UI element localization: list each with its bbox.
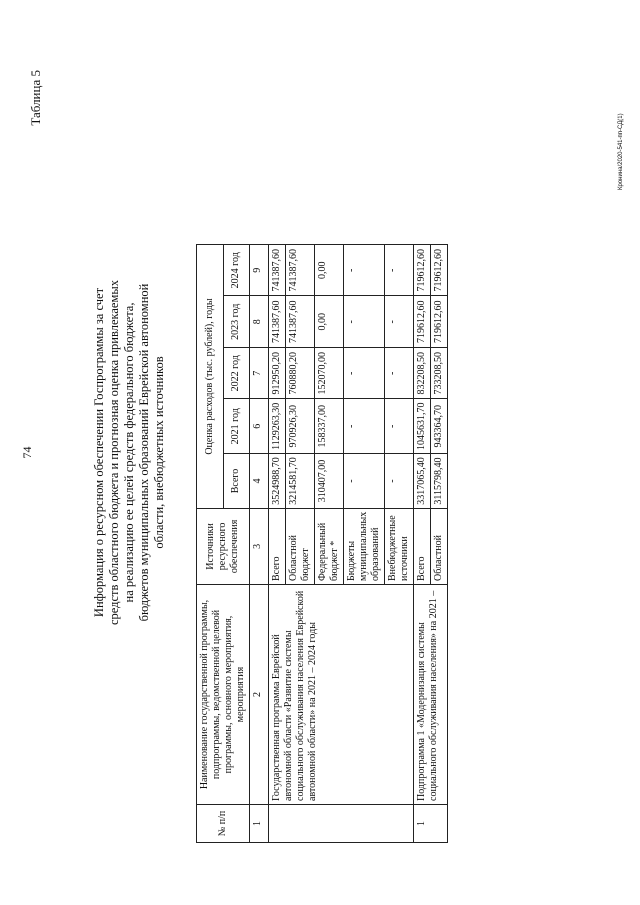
source-cell: Всего [269,508,286,584]
column-number: 7 [250,348,269,399]
value-cell: - [385,296,414,348]
source-cell: Областной [431,508,448,584]
column-number: 6 [250,399,269,454]
column-number: 8 [250,296,269,348]
title-line: области, внебюджетных источников [152,356,166,549]
column-number: 3 [250,508,269,584]
column-number: 2 [250,585,269,805]
resource-table [196,244,448,843]
value-cell: 3214581,70 [286,454,315,509]
source-cell: Всего [414,508,431,584]
value-cell: 912950,20 [269,348,286,399]
value-cell: 0,00 [315,296,344,348]
title-line: бюджетов муниципальных образований Еврейской автономной [137,283,151,622]
header-year: 2022 год [223,348,250,399]
value-cell: 741387,60 [269,296,286,348]
value-cell: 733208,50 [431,348,448,399]
source-cell: Внебюджетные источники [385,508,414,584]
value-cell: - [385,399,414,454]
document-title [92,140,167,765]
value-cell: - [344,454,385,509]
header-source: Источники ресурсного обеспечения [197,508,250,584]
title-line: средств областного бюджета и прогнозная оценка привлекаемых [107,279,121,626]
value-cell: - [344,296,385,348]
subprogram-no: 1 [414,805,448,843]
value-cell: 832208,50 [414,348,431,399]
header-estimate: Оценка расходов (тыс. рублей), годы [197,245,224,509]
table-row [414,245,431,843]
value-cell: 943364,70 [431,399,448,454]
page-number: 74 [20,446,34,459]
subprogram-name: Подпрограмма 1 «Модернизация системы социального обслуживания населения» на 2021 – [414,585,448,805]
value-cell: 152070,00 [315,348,344,399]
header-name: Наименование государственной программы, подпрограммы, ведомственной целевой программы, основного мероприятия, мероприятия [197,585,250,805]
header-year: 2024 год [223,245,250,296]
document-stamp: Кронина/2020-541-пп-СД(1) [618,113,624,190]
value-cell: 719612,60 [431,296,448,348]
value-cell: 3115798,40 [431,454,448,509]
header-row [197,245,224,843]
program-no [269,805,414,843]
table-label: Таблица 5 [28,70,43,126]
value-cell: 158337,00 [315,399,344,454]
header-total: Всего [223,454,250,509]
value-cell: - [344,348,385,399]
column-number-row [250,245,269,843]
title-line: Информация о ресурсном обеспечении Госпрограммы за счет [92,287,106,618]
resource-table-wrap [196,244,448,843]
value-cell: - [385,454,414,509]
header-year: 2023 год [223,296,250,348]
header-no: № п/п [197,805,250,843]
value-cell: 0,00 [315,245,344,296]
value-cell: 741387,60 [286,296,315,348]
program-name: Государственная программа Еврейской автономной области «Развитие системы социального обслуживания населения Еврейской автономной области» на 2021 – 2024 годы [269,585,414,805]
value-cell: 741387,60 [286,245,315,296]
value-cell: 741387,60 [269,245,286,296]
value-cell: - [385,348,414,399]
source-cell: Федеральный бюджет * [315,508,344,584]
title-line: на реализацию ее целей средств федерального бюджета, [122,302,136,603]
table-row [269,245,286,843]
value-cell: - [344,399,385,454]
value-cell: 719612,60 [414,245,431,296]
value-cell: - [385,245,414,296]
value-cell: 1045631,70 [414,399,431,454]
value-cell: 310407,00 [315,454,344,509]
value-cell: 719612,60 [431,245,448,296]
value-cell: 970926,30 [286,399,315,454]
value-cell: 3524988,70 [269,454,286,509]
value-cell: 760880,20 [286,348,315,399]
column-number: 4 [250,454,269,509]
value-cell: 719612,60 [414,296,431,348]
column-number: 1 [250,805,269,843]
value-cell: 1129263,30 [269,399,286,454]
source-cell: Бюджеты муниципальных образований [344,508,385,584]
source-cell: Областной бюджет [286,508,315,584]
value-cell: - [344,245,385,296]
header-year: 2021 год [223,399,250,454]
value-cell: 3317065,40 [414,454,431,509]
column-number: 9 [250,245,269,296]
